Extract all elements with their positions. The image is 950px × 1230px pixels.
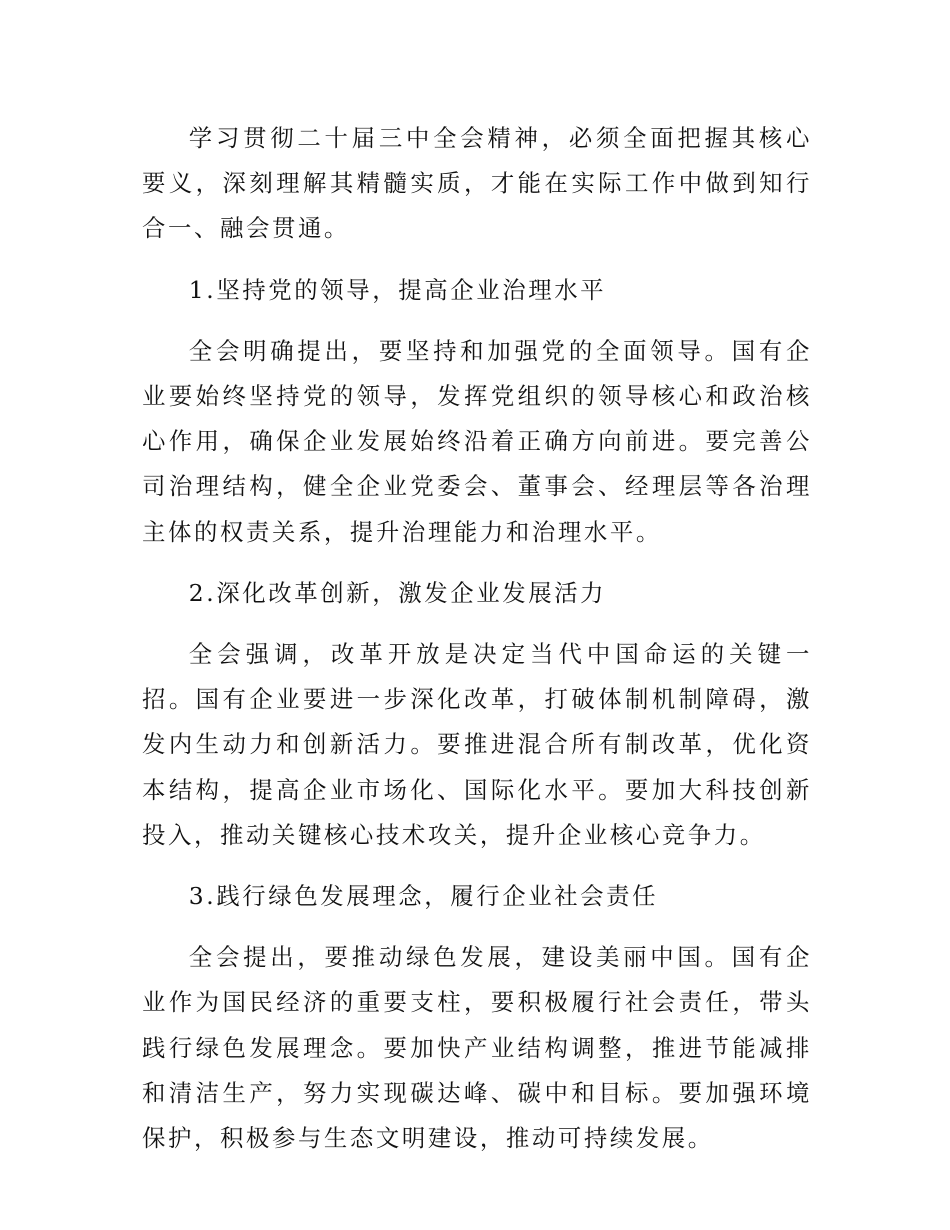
section-2-paragraph: 全会强调，改革开放是决定当代中国命运的关键一招。国有企业要进一步深化改革，打破体制机制障碍，激发内生动力和创新活力。要推进混合所有制改革，优化资本结构，提高企业市场化、国际化水平。要加大科技创新投入，推动关键核心技术攻关，提升企业核心竞争力。	[142, 640, 812, 849]
section-2-heading: 2.深化改革创新，激发企业发展活力	[188, 578, 607, 607]
section-1-heading: 1.坚持党的领导，提高企业治理水平	[188, 275, 607, 304]
section-3-heading: 3.践行绿色发展理念，履行企业社会责任	[188, 882, 659, 911]
document-body	[142, 116, 812, 1177]
section-3-paragraph: 全会提出，要推动绿色发展，建设美丽中国。国有企业作为国民经济的重要支柱，要积极履行社会责任，带头践行绿色发展理念。要加快产业结构调整，推进节能减排和清洁生产，努力实现碳达峰、碳中和目标。要加强环境保护，积极参与生态文明建设，推动可持续发展。	[142, 943, 812, 1153]
intro-paragraph: 学习贯彻二十届三中全会精神，必须全面把握其核心要义，深刻理解其精髓实质，才能在实际工作中做到知行合一、融会贯通。	[142, 124, 812, 243]
section-1-paragraph: 全会明确提出，要坚持和加强党的全面领导。国有企业要始终坚持党的领导，发挥党组织的领导核心和政治核心作用，确保企业发展始终沿着正确方向前进。要完善公司治理结构，健全企业党委会、董事会、经理层等各治理主体的权责关系，提升治理能力和治理水平。	[142, 336, 812, 546]
